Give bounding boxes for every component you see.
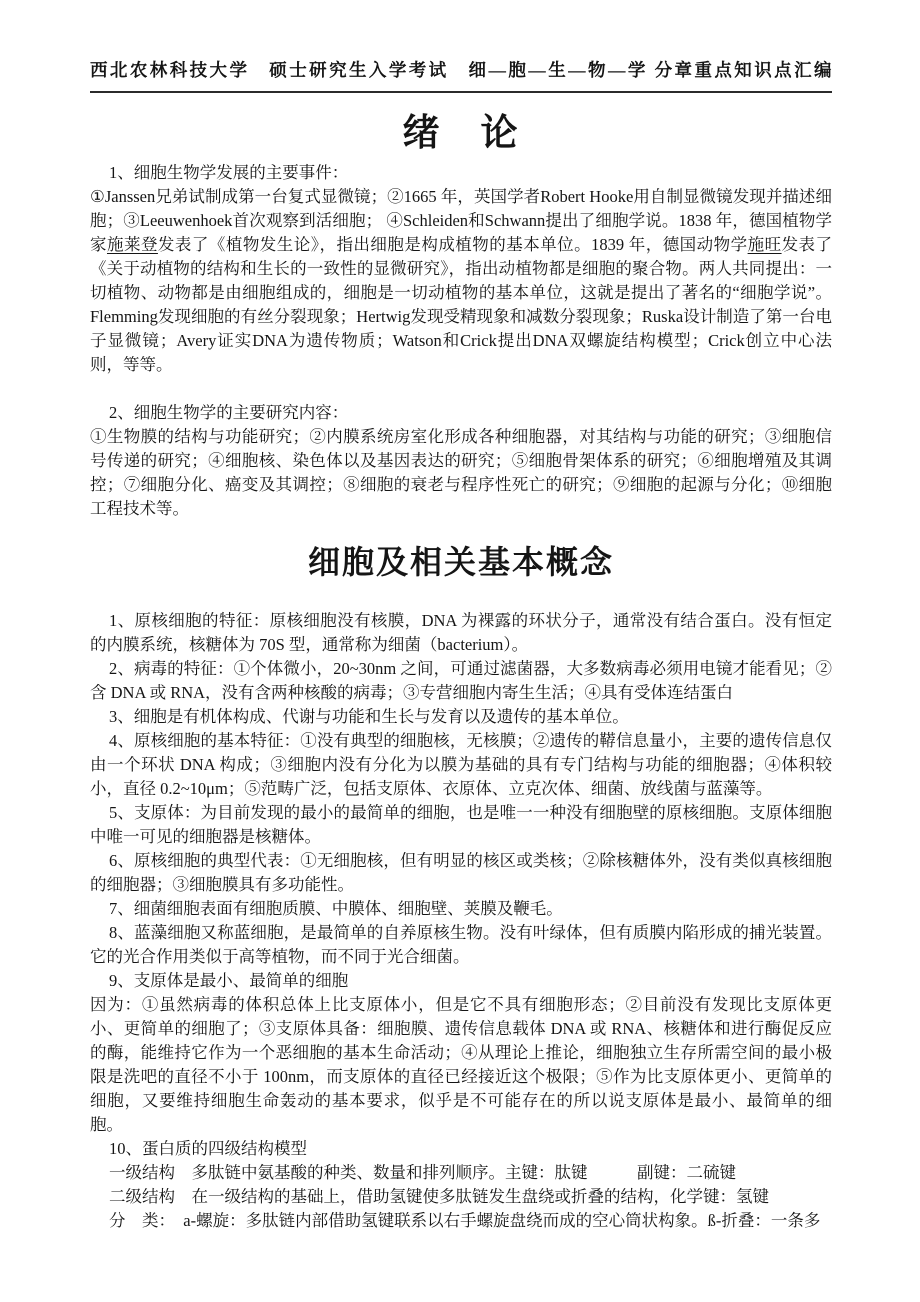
- text-run: 9、支原体是最小、最简单的细胞: [109, 971, 349, 990]
- paragraph: [90, 161, 832, 185]
- text-run: 5、支原体：为目前发现的最小的最简单的细胞，也是唯一一种没有细胞壁的原核细胞。支原体细胞中唯一可见的细胞器是核糖体。: [90, 803, 832, 846]
- paragraph: [90, 1161, 832, 1185]
- text-run: 2、病毒的特征：①个体微小，20~30nm 之间，可通过滤菌器，大多数病毒必须用电镜才能看见；②含 DNA 或 RNA，没有含两种核酸的病毒；③专营细胞内寄生生活；④具有受体连结蛋白: [90, 659, 832, 702]
- paragraph: [90, 897, 832, 921]
- paragraph: [90, 401, 832, 425]
- text-run: 6、原核细胞的典型代表：①无细胞核，但有明显的核区或类核；②除核糖体外，没有类似真核细胞的细胞器；③细胞膜具有多功能性。: [90, 851, 832, 894]
- paragraph: [90, 801, 832, 849]
- text-run: 1、细胞生物学发展的主要事件：: [109, 163, 349, 182]
- paragraph: [90, 849, 832, 897]
- text-run: ①Janssen兄弟试制成第一台复式显微镜；②1665 年，英国学者Robert Hooke用自制显微镜发现并描述细胞；③Leeuwenhoek首次观察到活细胞； ④Schleiden和Schwann提出了细胞学说。1838 年，德国植物学家: [90, 187, 832, 254]
- paragraph: [90, 609, 832, 657]
- text-run: 4、原核细胞的基本特征：①没有典型的细胞核，无核膜；②遗传的鞯信息量小，主要的遗传信息仅由一个环状 DNA 构成；③细胞内没有分化为以膜为基础的具有专门结构与功能的细胞器；④体积较小，直径 0.2~10μm；⑤范畴广泛，包括支原体、衣原体、立克次体、细菌、放线菌与蓝藻等。: [90, 731, 832, 798]
- text-run: 7、细菌细胞表面有细胞质膜、中膜体、细胞壁、荚膜及鞭毛。: [109, 899, 563, 918]
- paragraph: [90, 1185, 832, 1209]
- text-run: 1、原核细胞的特征：原核细胞没有核膜，DNA 为裸露的环状分子，通常没有结合蛋白。没有恒定的内膜系统，核糖体为 70S 型，通常称为细菌（bacterium）。: [90, 611, 832, 654]
- text-run: 10、蛋白质的四级结构模型: [109, 1139, 307, 1158]
- paragraph: [90, 1137, 832, 1161]
- text-run: 发表了《植物发生论》，指出细胞是构成植物的基本单位。1839 年，德国动物学: [157, 235, 748, 254]
- text-run: 发表了《关于动植物的结构和生长的一致性的显微研究》，指出动植物都是细胞的聚合物。两人共同提出：一切植物、动物都是由细胞组成的，细胞是一切动植物的基本单位，这就是提出了著名的“细胞学说”。Flemming发现细胞的有丝分裂现象；Hertwig发现受精现象和减数分裂现象；Ruska设计制造了第一台电子显微镜；Avery证实DNA为遗传物质；Watson和Crick提出DNA双螺旋结构模型；Crick创立中心法则，等等。: [90, 235, 833, 374]
- text-run: 一级结构 多肽链中氨基酸的种类、数量和排列顺序。主键：肽键 副键：二硫键: [109, 1163, 736, 1182]
- paragraph: [90, 969, 832, 993]
- text-run: 因为：①虽然病毒的体积总体上比支原体小，但是它不具有细胞形态；②目前没有发现比支原体更小、更简单的细胞了；③支原体具备：细胞膜、遗传信息载体 DNA 或 RNA、核糖体和进行酶促反应的酶，能维持它作为一个恶细胞的基本生命活动；④从理论上推论，细胞独立生存所需空间的最小极限是洗吧的直径不小于 100nm，而支原体的直径已经接近这个极限；⑤作为比支原体更小、更简单的细胞，又要维持细胞生命轰动的基本要求，似乎是不可能存在的所以说支原体是最小、最简单的细胞。: [90, 995, 832, 1134]
- paragraph: [90, 185, 832, 377]
- underlined-text: 施莱登: [106, 235, 158, 254]
- underlined-text: 施旺: [747, 235, 782, 254]
- paragraph: [90, 425, 832, 521]
- blank-line: [90, 377, 832, 401]
- paragraph: [90, 1209, 832, 1233]
- text-run: ①生物膜的结构与功能研究；②内膜系统房室化形成各种细胞器，对其结构与功能的研究；③细胞信号传递的研究；④细胞核、染色体以及基因表达的研究；⑤细胞骨架体系的研究；⑥细胞增殖及其调控；⑦细胞分化、癌变及其调控；⑧细胞的衰老与程序性死亡的研究；⑨细胞的起源与分化；⑩细胞工程技术等。: [90, 427, 832, 518]
- text-run: 分 类： a-螺旋：多肽链内部借助氢键联系以右手螺旋盘绕而成的空心筒状构象。ß-折叠：一条多: [109, 1211, 821, 1230]
- text-run: 3、细胞是有机体构成、代谢与功能和生长与发育以及遗传的基本单位。: [109, 707, 629, 726]
- paragraph: [90, 921, 832, 969]
- section-title: 细胞及相关基本概念: [307, 544, 614, 580]
- paragraph: [90, 657, 832, 705]
- document-content: [90, 102, 832, 1233]
- text-run: 2、细胞生物学的主要研究内容：: [109, 403, 349, 422]
- paragraph: [90, 729, 832, 801]
- page-header: 西北农林科技大学 硕士研究生入学考试 细—胞—生—物—学 分章重点知识点汇编: [90, 0, 832, 93]
- chapter-title: 绪 论: [402, 113, 520, 154]
- text-run: 二级结构 在一级结构的基础上，借助氢键使多肽链发生盘绕或折叠的结构，化学键：氢键: [109, 1187, 769, 1206]
- text-run: 8、蓝藻细胞又称蓝细胞，是最简单的自养原核生物。没有叶绿体，但有质膜内陷形成的捕光装置。它的光合作用类似于高等植物，而不同于光合细菌。: [90, 923, 832, 966]
- paragraph: [90, 993, 832, 1137]
- paragraph: [90, 705, 832, 729]
